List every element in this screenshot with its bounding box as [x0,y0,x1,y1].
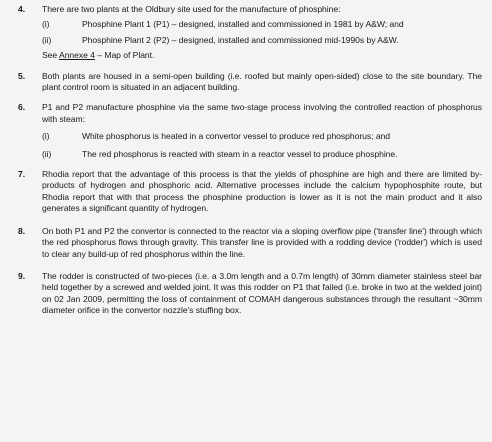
list-item-label: (i) [42,131,50,142]
list-item [42,35,482,46]
paragraph-text: On both P1 and P2 the convertor is connected to the reactor via a sloping overflow pipe ('transfer line') through which the red phosphorus flows through gravity. This transfer line is provided with a rodding device ('rodder') which is used to clear any build-up of red phosphorus within the line. [42,225,482,259]
list-item [42,149,482,160]
paragraph-text: The rodder is constructed of two-pieces (i.e. a 3.0m length and a 0.7m length) of 30mm diameter stainless steel bar held together by a screwed and welded joint. It was this rodder on P1 that failed (i.e. broke in two at the welded joint) on 02 Jan 2009, permitting the loss of containment of COMAH dangerous substances through the resultant ~30mm diameter orifice in the convertor nozzle's stuffing box. [42,270,482,316]
list-item-label: (ii) [42,148,52,159]
reference-prefix: See [42,50,60,61]
paragraph-text: Rhodia report that the advantage of this process is that the yields of phosphine are high and there are limited by-products of hydrogen and phosphoric acid. Alternative processes include the calcium hypophosphite route, but Rhodia report that with that process the phosphine production is lower as it is not the main product and it also generates a significant quantity of hydrogen. [42,169,482,214]
annexe-4-link[interactable]: Annexe 4 [59,50,95,61]
reference-suffix: – Map of Plant. [94,50,155,61]
list-item [42,131,482,142]
paragraph-number: 4. [18,4,26,14]
list-item-text: The red phosphorus is reacted with steam in a reactor vessel to produce phosphine. [82,148,398,159]
paragraph-6 [18,102,482,160]
list-item-label: (ii) [42,34,52,45]
paragraph-text: P1 and P2 manufacture phosphine via the same two-stage process involving the controlled reaction of phosphorus with steam: [42,102,482,124]
list-item-text: Phosphine Plant 1 (P1) – designed, installed and commissioned in 1981 by A&W; and [82,19,404,30]
paragraph-5 [18,71,482,94]
paragraph-number: 5. [18,70,26,81]
list-item-text: Phosphine Plant 2 (P2) – designed, installed and commissioned mid-1990s by A&W. [82,34,399,45]
paragraph-number: 7. [18,169,26,180]
paragraph-number: 9. [18,270,26,281]
paragraph-number: 6. [18,102,26,113]
list-item-text: White phosphorus is heated in a convertor vessel to produce red phosphorus; and [82,131,391,142]
annex-reference [42,50,482,61]
paragraph-text: Both plants are housed in a semi-open building (i.e. roofed but mainly open-sided) close to the site boundary. The plant control room is situated in an adjacent building. [42,70,482,93]
list-item [42,19,482,30]
paragraph-body [42,4,482,62]
paragraph-4 [18,4,482,62]
list-item-label: (i) [42,19,50,30]
paragraph-text: There are two plants at the Oldbury site used for the manufacture of phosphine: [42,4,341,14]
paragraph-7 [18,169,482,215]
paragraph-number: 8. [18,225,26,236]
paragraph-9 [18,271,482,317]
paragraph-8 [18,226,482,260]
paragraph-body [42,102,482,160]
